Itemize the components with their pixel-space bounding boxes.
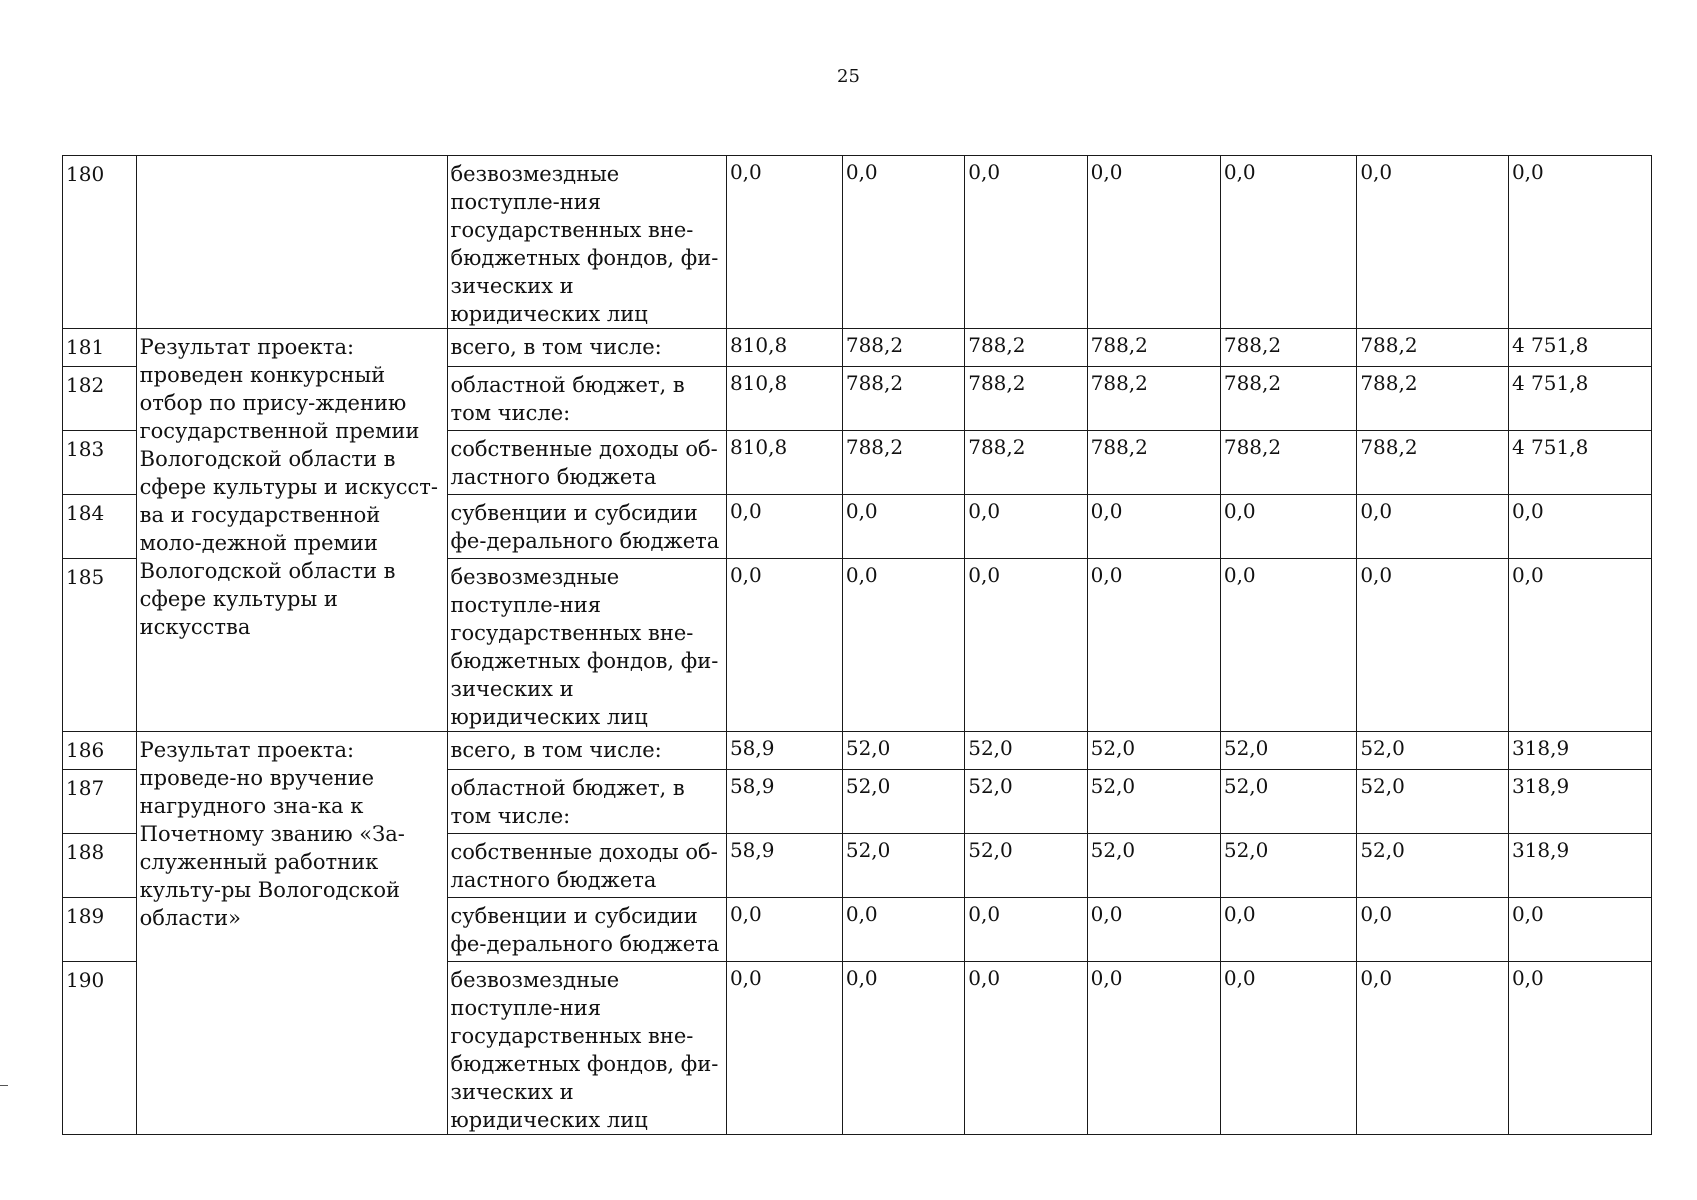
value-cell: 58,9 [726,732,842,770]
total-cell: 318,9 [1508,770,1651,834]
value-cell: 0,0 [965,962,1087,1135]
value-cell: 0,0 [965,156,1087,329]
value-cell: 0,0 [1087,898,1220,962]
value-cell: 788,2 [842,431,964,495]
total-cell: 4 751,8 [1508,431,1651,495]
total-cell: 0,0 [1508,962,1651,1135]
row-number: 184 [63,495,137,559]
value-cell: 0,0 [726,495,842,559]
value-cell: 0,0 [842,156,964,329]
value-cell: 810,8 [726,431,842,495]
value-cell: 52,0 [1087,770,1220,834]
value-cell: 0,0 [965,559,1087,732]
value-cell: 0,0 [726,559,842,732]
funding-source: безвозмездные поступле-ния государственных вне-бюджетных фондов, фи-зических и юридических лиц [447,559,726,732]
value-cell: 788,2 [1220,329,1356,367]
value-cell: 0,0 [1357,559,1509,732]
funding-source: всего, в том числе: [447,732,726,770]
funding-source: областной бюджет, в том числе: [447,367,726,431]
value-cell: 52,0 [1220,770,1356,834]
value-cell: 0,0 [1087,962,1220,1135]
row-number: 183 [63,431,137,495]
value-cell: 0,0 [965,495,1087,559]
value-cell: 0,0 [1087,559,1220,732]
value-cell: 52,0 [965,732,1087,770]
value-cell: 788,2 [1220,367,1356,431]
result-cell-empty [136,156,447,329]
row-number: 185 [63,559,137,732]
value-cell: 788,2 [1087,367,1220,431]
funding-source: субвенции и субсидии фе-дерального бюджета [447,495,726,559]
value-cell: 52,0 [1087,834,1220,898]
value-cell: 0,0 [726,898,842,962]
value-cell: 0,0 [965,898,1087,962]
value-cell: 0,0 [842,559,964,732]
total-cell: 318,9 [1508,834,1651,898]
value-cell: 810,8 [726,329,842,367]
value-cell: 52,0 [842,770,964,834]
page-edge-mark [0,1085,8,1086]
row-number: 189 [63,898,137,962]
value-cell: 788,2 [842,329,964,367]
total-cell: 318,9 [1508,732,1651,770]
funding-source: субвенции и субсидии фе-дерального бюджета [447,898,726,962]
total-cell: 4 751,8 [1508,329,1651,367]
row-number: 186 [63,732,137,770]
row-number: 187 [63,770,137,834]
value-cell: 52,0 [1357,834,1509,898]
value-cell: 788,2 [965,431,1087,495]
value-cell: 788,2 [1220,431,1356,495]
value-cell: 0,0 [726,156,842,329]
value-cell: 788,2 [1357,367,1509,431]
value-cell: 0,0 [842,898,964,962]
value-cell: 0,0 [1357,898,1509,962]
value-cell: 52,0 [965,834,1087,898]
value-cell: 58,9 [726,834,842,898]
value-cell: 0,0 [1087,156,1220,329]
table-row [63,156,1652,329]
row-number: 182 [63,367,137,431]
value-cell: 52,0 [1220,834,1356,898]
value-cell: 52,0 [842,834,964,898]
value-cell: 52,0 [1220,732,1356,770]
value-cell: 0,0 [1220,559,1356,732]
total-cell: 0,0 [1508,559,1651,732]
table-row [63,329,1652,367]
value-cell: 788,2 [965,367,1087,431]
value-cell: 52,0 [1357,732,1509,770]
funding-source: всего, в том числе: [447,329,726,367]
page-number: 25 [837,66,860,87]
value-cell: 810,8 [726,367,842,431]
funding-source: собственные доходы об-ластного бюджета [447,834,726,898]
row-number: 181 [63,329,137,367]
table-row [63,732,1652,770]
value-cell: 0,0 [1357,156,1509,329]
value-cell: 0,0 [842,495,964,559]
project-result-title: Результат проекта: проведен конкурсный отбор по прису-ждению государственной премии Вологодской области в сфере культуры и искусст-ва и государственной моло-дежной премии Вологодской области в сфере культуры и искусства [136,329,447,732]
value-cell: 0,0 [1220,156,1356,329]
value-cell: 788,2 [1357,431,1509,495]
row-number: 190 [63,962,137,1135]
total-cell: 4 751,8 [1508,367,1651,431]
row-number: 180 [63,156,137,329]
total-cell: 0,0 [1508,156,1651,329]
value-cell: 0,0 [1357,962,1509,1135]
value-cell: 52,0 [965,770,1087,834]
funding-source: безвозмездные поступле-ния государственных вне-бюджетных фондов, фи-зических и юридических лиц [447,962,726,1135]
budget-table [62,155,1652,1135]
value-cell: 788,2 [1087,431,1220,495]
value-cell: 0,0 [1220,898,1356,962]
value-cell: 0,0 [1220,495,1356,559]
project-result-title: Результат проекта: проведе-но вручение нагрудного зна-ка к Почетному званию «За-служенный работник культу-ры Вологодской области» [136,732,447,1135]
row-number: 188 [63,834,137,898]
total-cell: 0,0 [1508,495,1651,559]
value-cell: 0,0 [1087,495,1220,559]
value-cell: 52,0 [842,732,964,770]
value-cell: 0,0 [842,962,964,1135]
value-cell: 0,0 [1357,495,1509,559]
value-cell: 0,0 [1220,962,1356,1135]
value-cell: 788,2 [1087,329,1220,367]
funding-source: безвозмездные поступле-ния государственных вне-бюджетных фондов, фи-зических и юридических лиц [447,156,726,329]
value-cell: 0,0 [726,962,842,1135]
value-cell: 52,0 [1087,732,1220,770]
value-cell: 788,2 [965,329,1087,367]
value-cell: 58,9 [726,770,842,834]
funding-source: областной бюджет, в том числе: [447,770,726,834]
value-cell: 788,2 [1357,329,1509,367]
total-cell: 0,0 [1508,898,1651,962]
value-cell: 52,0 [1357,770,1509,834]
funding-source: собственные доходы об-ластного бюджета [447,431,726,495]
value-cell: 788,2 [842,367,964,431]
